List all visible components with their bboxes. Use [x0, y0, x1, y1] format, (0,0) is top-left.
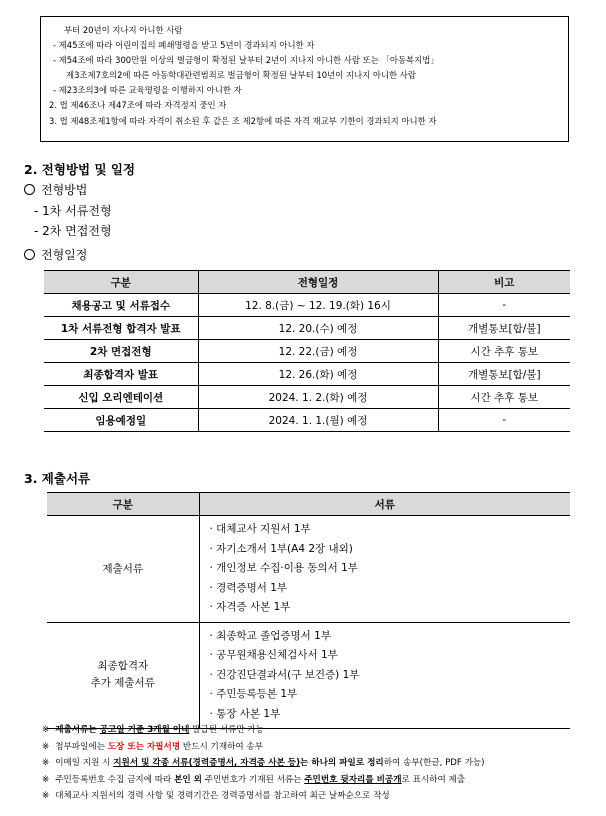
box-line: 3. 법 제48조제1항에 따라 자격이 취소된 후 같은 조 제2항에 따른 자격 재교부 기한이 경과되지 아니한 자	[49, 115, 437, 126]
schedule-label: 전형일정	[41, 248, 88, 262]
reference-mark-icon: ※	[42, 791, 50, 801]
note-text: 첨부파일에는	[55, 741, 108, 752]
row-note: -	[438, 409, 570, 432]
final-label-line-2: 추가 제출서류	[90, 677, 155, 690]
box-line: - 제23조의3에 따른 교육명령을 이행하지 아니한 자	[53, 85, 242, 96]
final-items	[199, 622, 570, 729]
schedule-heading	[24, 246, 87, 263]
note-emphasis: 도장 또는 자필서명	[107, 741, 181, 752]
note-emphasis: 지원서 및 각종 서류(경력증명서, 자격증 사본 등)	[113, 758, 301, 768]
final-label-line-1: 최종합격자	[97, 660, 149, 673]
list-item: · 최종학교 졸업증명서 1부	[209, 629, 331, 642]
note-text: 주민번호가 기재된 서류는	[201, 774, 305, 785]
header-note: 비고	[438, 271, 570, 294]
header-category: 구분	[47, 493, 199, 516]
header-category: 구분	[44, 271, 198, 294]
reference-mark-icon: ※	[42, 741, 50, 752]
note-text: 이메일 지원 시	[55, 758, 114, 768]
table-row	[44, 386, 570, 409]
table-row	[44, 340, 570, 363]
note-text: 주민등록번호 수집 금지에 따라	[55, 774, 175, 785]
row-date: 12. 22.(금) 예정	[198, 340, 438, 363]
row-date: 12. 26.(화) 예정	[198, 363, 438, 386]
list-item: · 자격증 사본 1부	[209, 601, 291, 613]
note-text: 하여 송부(한글, PDF 가능)	[383, 758, 485, 768]
list-item: · 통장 사본 1부	[209, 707, 281, 720]
note-1	[42, 722, 485, 739]
row-name: 채용공고 및 서류접수	[44, 294, 198, 317]
table-row	[47, 622, 570, 729]
list-item: · 건강진단결과서(구 보건증) 1부	[209, 668, 360, 681]
row-name: 임용예정일	[44, 409, 198, 432]
method-heading	[24, 181, 87, 198]
row-note: 시간 추후 통보	[438, 386, 570, 409]
note-text: 반드시 기재하여 송부	[180, 741, 264, 752]
note-text: 발급된 서류만 가능	[189, 725, 264, 735]
reference-mark-icon: ※	[42, 725, 50, 735]
reference-mark-icon: ※	[42, 758, 50, 768]
row-date: 2024. 1. 1.(월) 예정	[198, 409, 438, 432]
list-item: · 공무원채용신체검사서 1부	[209, 649, 338, 661]
schedule-table	[44, 270, 570, 432]
row-date: 12. 8.(금) ~ 12. 19.(화) 16시	[198, 294, 438, 317]
header-documents: 서류	[199, 493, 570, 516]
row-note: 개별통보[합/불]	[438, 317, 570, 340]
final-label	[47, 622, 199, 729]
note-emphasis: 는 하나의 파일로 정리	[300, 758, 384, 768]
submit-label: 제출서류	[47, 516, 199, 623]
note-emphasis: 공고일 기준 3개월 이내	[99, 725, 190, 735]
section-3-title: 3. 제출서류	[24, 471, 91, 486]
table-row	[44, 294, 570, 317]
box-line: - 제54조에 따라 300만원 이상의 벌금형이 확정된 날부터 2년이 지나지 아니한 사람 또는 「아동복지법」	[53, 55, 439, 66]
note-4	[42, 772, 485, 789]
row-note: -	[438, 294, 570, 317]
note-text: 로 표시하여 제출	[401, 774, 466, 785]
note-text: 제출서류는	[55, 725, 100, 735]
list-item: · 주민등록등본 1부	[209, 688, 298, 700]
documents-table	[47, 492, 570, 729]
step-1: - 1차 서류전형	[34, 204, 112, 218]
step-2: - 2차 면접전형	[34, 224, 112, 238]
notes	[42, 722, 485, 805]
note-text: 대체교사 지원서의 경력 사항 및 경력기간은 경력증명서를 참고하여 최근 날짜순으로 작성	[55, 791, 390, 801]
note-2	[42, 739, 485, 756]
note-emphasis: 본인 외	[174, 774, 202, 785]
table-row	[44, 363, 570, 386]
box-line: - 제45조에 따라 어린이집의 폐쇄명령을 받고 5년이 경과되지 아니한 자	[53, 40, 315, 51]
row-date: 2024. 1. 2.(화) 예정	[198, 386, 438, 409]
box-line: 제3조제7호의2에 따른 아동학대관련범죄로 벌금형이 확정된 날부터 10년이 지나지 아니한 사람	[66, 70, 416, 81]
circle-bullet-icon	[24, 184, 35, 195]
row-name: 1차 서류전형 합격자 발표	[44, 317, 198, 340]
note-emphasis: 주민번호 뒷자리를 비공개	[304, 774, 402, 785]
box-line: 부터 20년이 지나지 아니한 사람	[64, 25, 183, 35]
header-schedule: 전형일정	[198, 271, 438, 294]
circle-bullet-icon	[24, 249, 35, 260]
row-note: 시간 추후 통보	[438, 340, 570, 363]
method-label: 전형방법	[41, 183, 88, 197]
note-3	[42, 755, 485, 772]
section-2-title: 2. 전형방법 및 일정	[24, 162, 136, 177]
submit-items	[199, 516, 570, 623]
list-item: · 대체교사 지원서 1부	[209, 523, 311, 535]
row-name: 최종합격자 발표	[44, 363, 198, 386]
table-row	[44, 317, 570, 340]
eligibility-box	[40, 16, 569, 142]
reference-mark-icon: ※	[42, 774, 50, 785]
list-item: · 개인정보 수집·이용 동의서 1부	[209, 562, 358, 574]
list-item: · 자기소개서 1부(A4 2장 내외)	[209, 542, 353, 555]
row-date: 12. 20.(수) 예정	[198, 317, 438, 340]
note-5	[42, 788, 485, 805]
row-note: 개별통보[합/불]	[438, 363, 570, 386]
table-header-row	[44, 271, 570, 294]
row-name: 2차 면접전형	[44, 340, 198, 363]
table-row	[47, 516, 570, 623]
row-name: 신입 오리엔테이션	[44, 386, 198, 409]
box-line: 2. 법 제46조나 제47조에 따라 자격정지 중인 자	[49, 100, 227, 111]
list-item: · 경력증명서 1부	[209, 581, 288, 594]
table-row	[44, 409, 570, 432]
table-header-row	[47, 493, 570, 516]
